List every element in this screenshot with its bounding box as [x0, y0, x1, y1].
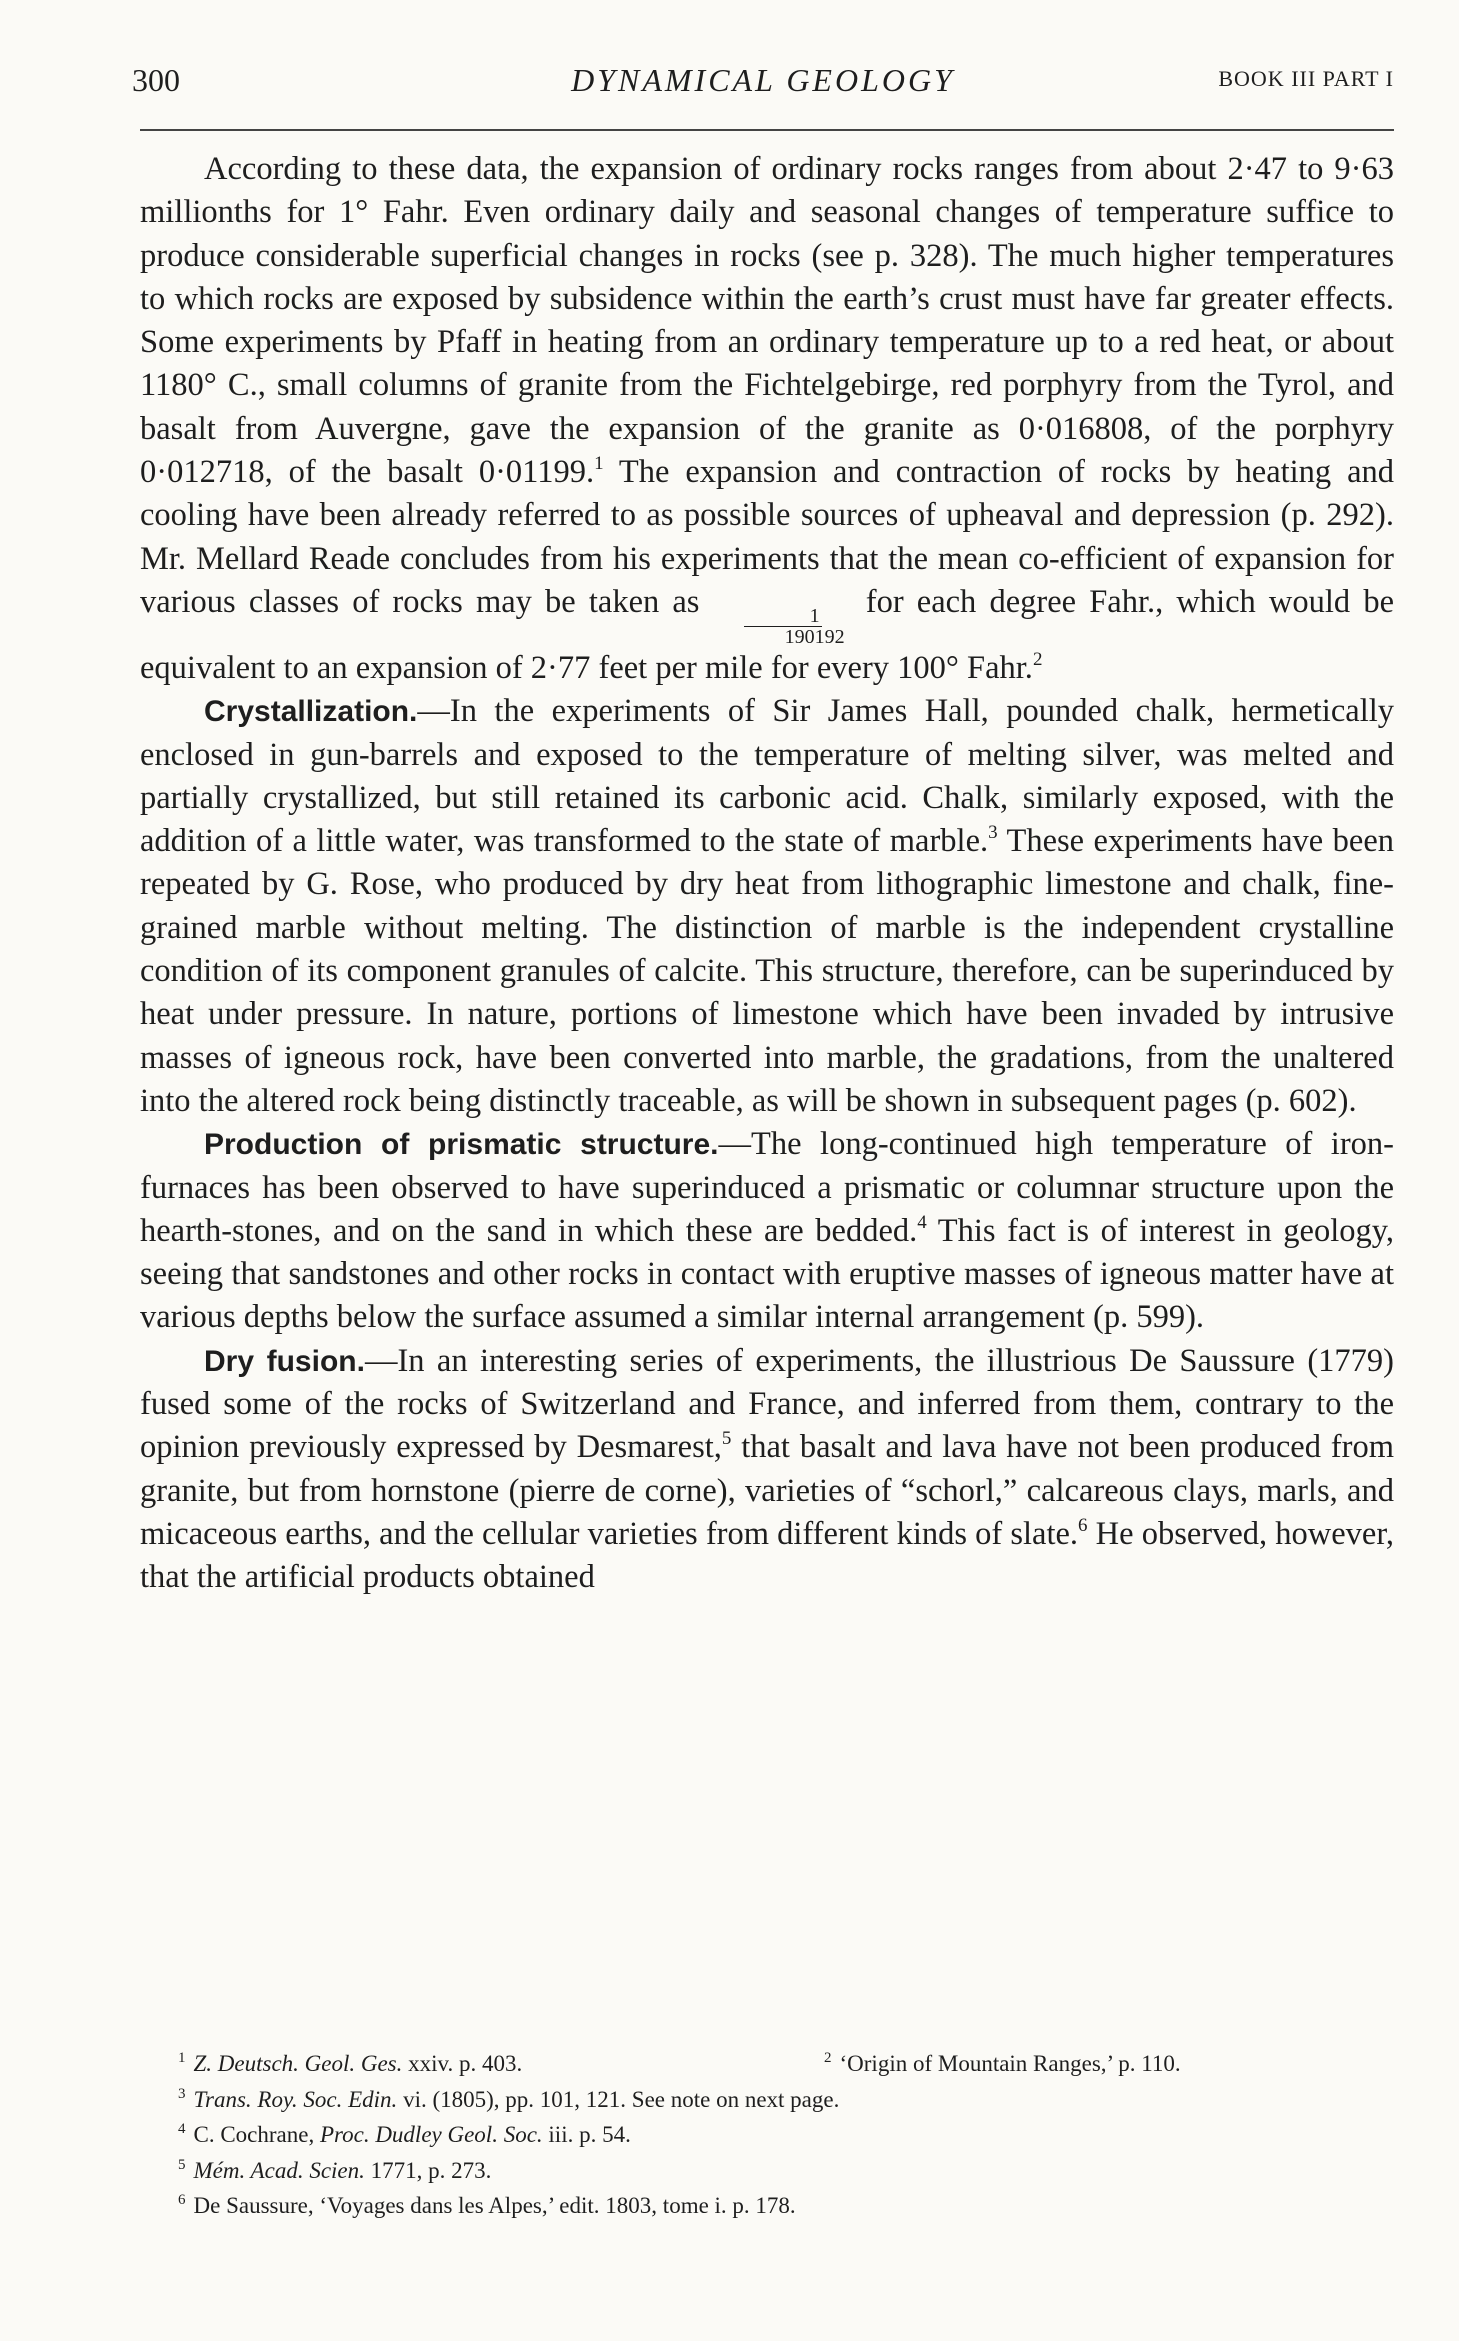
paragraph-dry-fusion: Dry fusion.—In an interesting series of experiments, the illustrious De Saussure (1779) fused some of the rocks of Switzerland and France, and inferred from them, contrary to the opinion previously expressed by Desmarest,$^5$ that basalt and lava have not been produced from granite, but from hornstone (pierre de corne), varieties of “schorl,” calcareous clays, marls, and micaceous earths, and the cellular varieties from different kinds of slate.$^6$ He observed, however, that the artificial products obtained	[140, 1342, 1394, 1596]
paragraph-crystallization: Crystallization.—In the experiments of Sir James Hall, pounded chalk, hermetically enclosed in gun-barrels and exposed to the temperature of melting silver, was melted and partially crystallized, but still retained its carbonic acid. Chalk, similarly exposed, with the addition of a little water, was transformed to the state of marble.$^3$ These experiments have been repeated by G. Rose, who produced by dry heat from lithographic limestone and chalk, fine-grained marble without melting. The distinction of marble is the independent crystalline condition of its component granules of calcite. This structure, therefore, can be superinduced by heat under pressure. In nature, portions of limestone which have been invaded by intrusive masses of igneous rock, have been converted into marble, the gradations, from the unaltered into the altered rock being distinctly traceable, as will be shown in subsequent pages (p. 602).	[140, 693, 1394, 1119]
running-header	[132, 62, 1394, 106]
footnote-ref-2[interactable]: 2	[1032, 648, 1043, 670]
footnote-row	[178, 2046, 1394, 2082]
paragraph-expansion: According to these data, the expansion of ordinary rocks ranges from about 2·47 to 9·63 millionths for 1° Fahr. Even ordinary daily and seasonal changes of temperature suffice to produce considerable superficial changes in rocks (see p. 328). The much higher temperatures to which rocks are exposed by subsidence within the earth’s crust must have far greater effects. Some experiments by Pfaff in heating from an ordinary temperature up to a red heat, or about 1180° C., small columns of granite from the Fichtelgebirge, red porphyry from the Tyrol, and basalt from Auvergne, gave the expansion of the granite as 0·016808, of the porphyry 0·012718, of the basalt 0·01199.$^1$ The expansion and contraction of rocks by heating and cooling have been already referred to as possible sources of upheaval and depression (p. 292). Mr. Mellard Reade concludes from his experiments that the mean co-efficient of expansion for various classes of rocks may be taken as $\frac{1}{190192}$ for each degree Fahr., which would be equivalent to an expansion of 2·77 feet per mile for every 100° Fahr.$^2$	[140, 151, 1394, 686]
footnote-ref-1[interactable]: 1	[594, 453, 604, 475]
heading-prismatic-structure: Production of prismatic structure.	[204, 1128, 719, 1162]
footnote-ref-6[interactable]: 6	[1078, 1514, 1088, 1536]
footnote-4: $^4$ C. Cochrane, Proc. Dudley Geol. Soc. iii. p. 54.	[178, 2121, 631, 2147]
body-text	[140, 148, 1394, 1600]
footnote-6: $^6$ De Saussure, ‘Voyages dans les Alpes,’ edit. 1803, tome i. p. 178.	[178, 2192, 796, 2218]
footnote-1: $^1$ Z. Deutsch. Geol. Ges. xxiv. p. 403.	[178, 2050, 523, 2076]
heading-dry-fusion: Dry fusion.	[204, 1344, 365, 1378]
section-label: BOOK III PART I	[1218, 66, 1394, 91]
footnote-ref-4[interactable]: 4	[917, 1211, 927, 1233]
header-rule	[140, 129, 1394, 131]
footnote-ref-5[interactable]: 5	[721, 1428, 732, 1450]
footnotes	[178, 2046, 1394, 2224]
coefficient-fraction: $\frac{1}{190192}$	[719, 606, 847, 647]
footnote-3: $^3$ Trans. Roy. Soc. Edin. vi. (1805), pp. 101, 121. See note on next page.	[178, 2085, 840, 2112]
footnote-5: $^5$ Mém. Acad. Scien. 1771, p. 273.	[178, 2156, 492, 2183]
footnote-ref-3[interactable]: 3	[988, 822, 998, 844]
running-title: DYNAMICAL GEOLOGY	[571, 62, 955, 98]
heading-crystallization: Crystallization.	[204, 695, 418, 729]
page-number: 300	[132, 62, 180, 98]
paragraph-prismatic: Production of prismatic structure.—The long-continued high temperature of iron-furnaces has been observed to have superinduced a prismatic or columnar structure upon the hearth-stones, and on the sand in which these are bedded.$^4$ This fact is of interest in geology, seeing that sandstones and other rocks in contact with eruptive masses of igneous matter have at various depths below the surface assumed a similar internal arrangement (p. 599).	[140, 1126, 1395, 1336]
footnote-2: $^2$ ‘Origin of Mountain Ranges,’ p. 110.	[824, 2050, 1181, 2076]
